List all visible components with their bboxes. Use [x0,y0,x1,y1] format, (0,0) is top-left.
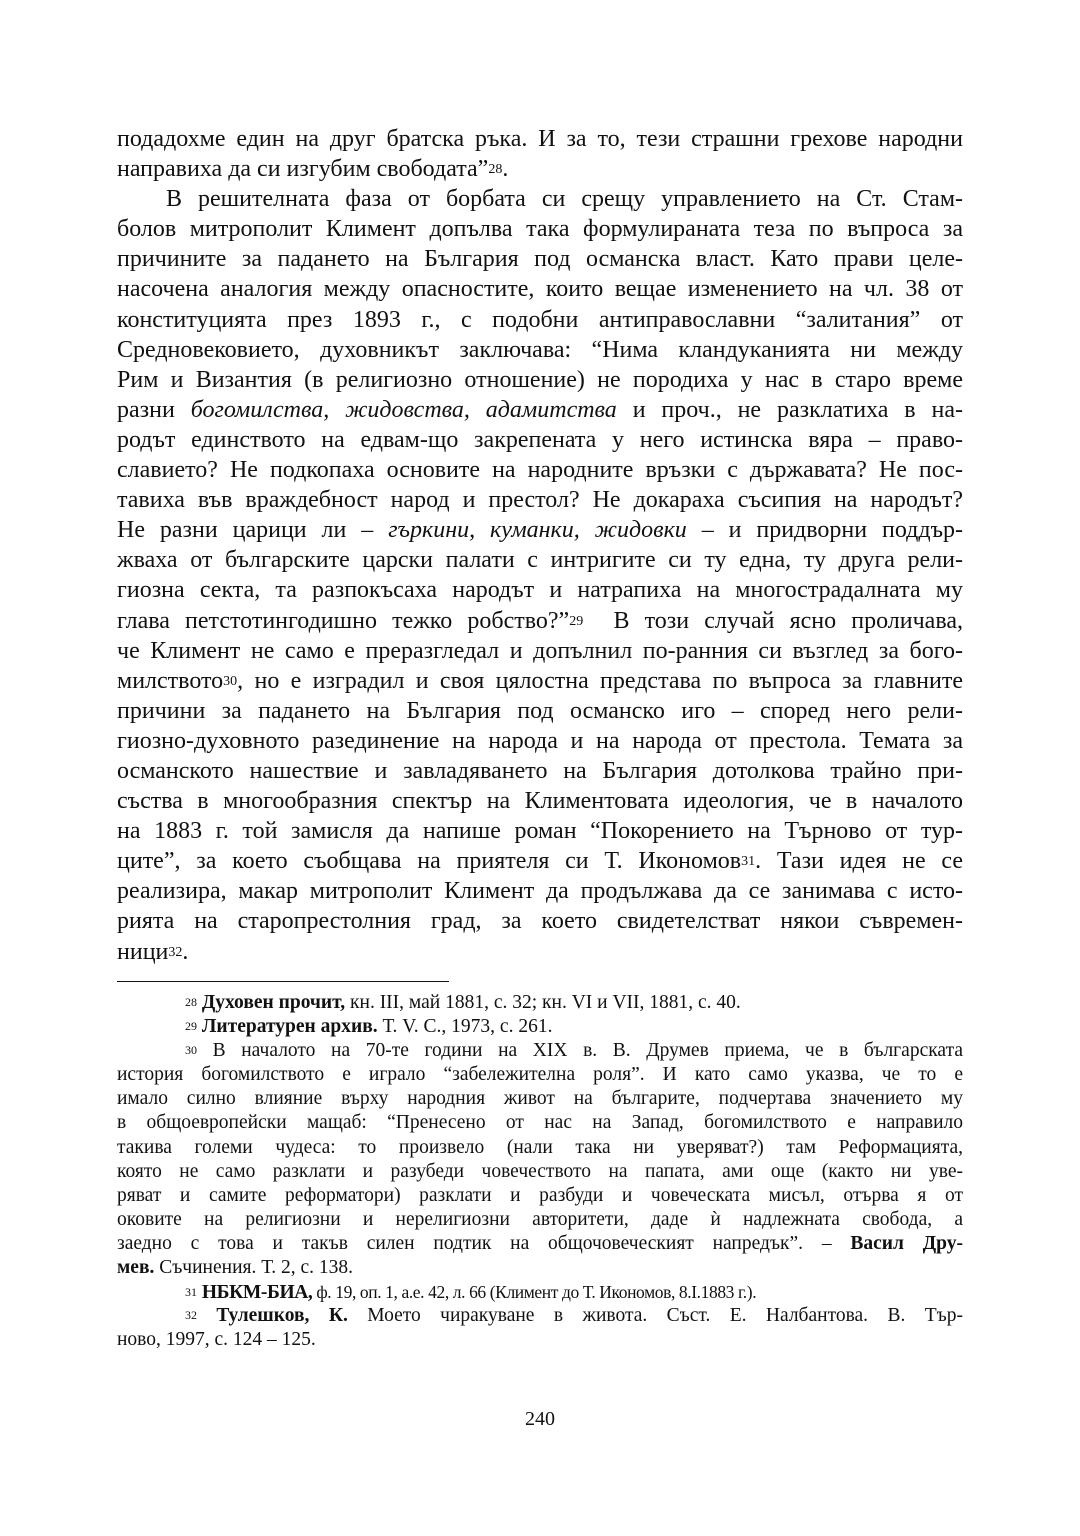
footnote-31: $^{31}$ НБКМ-БИА, ф. 19, оп. 1, а.е. 42, л. 66 (Климент до Т. Икономов, 8.I.1883 г.). [185,1282,757,1304]
footnote-32: $^{32}$ Тулешков, К. Моето чиракуване в живота. Съст. Е. Налбантова. В. Тър- [185,1305,963,1327]
footnote-ref[interactable]: 29 [569,613,584,629]
footnote-30-line: ряват и самите реформатори) разклати и разбуди и човеческата мисъл, отърва я от [117,1184,963,1206]
text-line: направиха да си изгубим свободата”$^{28}$. [117,156,509,183]
italic-phrase: гъркини, куманки, жидовки [388,517,687,544]
text-line: Рим и Византия (в религиозно отношение) не породиха у нас в старо време [117,366,963,393]
footnote-29: $^{29}$ Литературен архив. Т. V. С., 1973, с. 261. [185,1016,553,1038]
text-line: съства в многообразния спектър на Климентовата идеология, че в началото [117,788,963,815]
text-line: гиозно-духовното разединение на народа и на народа от престола. Темата за [117,727,963,754]
footnote-30-line: мев. Съчинения. Т. 2, с. 138. [117,1257,353,1279]
footnote-30-line: такива големи чудеса: то произвело (нали така ни уверяват?) там Реформацията, [117,1136,963,1158]
italic-phrase: богомилства, жидовства, адамитства [190,396,617,423]
text-line: разни богомилства, жидовства, адамитства и проч., не разклатиха в на- [117,396,963,423]
text-line: че Климент не само е преразгледал и допълнил по-ранния си възглед за бого- [117,637,963,664]
text-line: Не разни царици ли – гъркини, куманки, жидовки – и придворни поддър- [117,517,963,544]
footnote-ref[interactable]: 32 [168,944,183,960]
footnote-separator [117,981,449,983]
text-line: глава петстотингодишно тежко робство?”$^{29}$ В този случай ясно проличава, [117,607,963,634]
footnote-ref[interactable]: 30 [223,673,238,689]
footnote-30-line: която не само разклати и разубеди човечеството на папата, ами още (както ни уве- [117,1160,963,1182]
footnote-ref[interactable]: 28 [488,162,503,178]
footnote-30-line: заедно с това и такъв силен подтик на общочовеческият напредък”. – Васил Дру- [117,1232,963,1254]
text-line: насочена аналогия между опасностите, които вещае изменението на чл. 38 от [117,276,963,303]
text-line: Средновековието, духовникът заключава: “Нима кландуканията ни между [117,336,963,363]
text-line: жваха от българските царски палати с интригите си ту една, ту друга рели- [117,547,963,574]
text-line: ците”, за което съобщава на приятеля си Т. Икономов$^{31}$. Тази идея не се [117,848,963,875]
text-line: подадохме един на друг братска ръка. И за то, тези страшни грехове народни [117,126,963,152]
text-line: ници$^{32}$. [117,938,189,965]
footnote-30: $^{30}$ В началото на 70-те години на XIX в. В. Друмев приема, че в българската [185,1040,963,1062]
text-line: милството$^{30}$, но е изградил и своя цялостна представа по въпроса за главните [117,667,963,694]
footnote-28: $^{28}$ Духовен прочит, кн. III, май 1881, с. 32; кн. VI и VII, 1881, с. 40. [185,992,741,1013]
text-line: В решителната фаза от борбата си срещу управлението на Ст. Стам- [166,186,963,213]
footnote-30-line: в общоевропейски мащаб: “Пренесено от нас на Запад, богомилството е направило [117,1112,963,1134]
text-line: причини за падането на България под османско иго – според него рели- [117,697,963,724]
footnote-30-line: история богомилството е играло “забележителна роля”. И като само указва, че то е [117,1064,963,1086]
text-line: гиозна секта, та разпокъсаха народът и натрапиха на многострадалната му [117,577,963,604]
text-line: славието? Не подкопаха основите на народните връзки с държавата? Не пос- [117,457,963,484]
text-line: на 1883 г. той замисля да напише роман “Покорението на Търново от тур- [117,818,963,845]
footnote-30-line: имало силно влияние върху народния живот на българите, подчертава значението му [117,1088,963,1110]
text-line: болов митрополит Климент допълва така формулираната теза по въпроса за [117,216,963,243]
footnotes [117,991,963,1352]
text-line: реализира, макар митрополит Климент да продължава да се занимава с исто- [117,878,963,905]
footnote-30-line: оковите на религиозни и нерелигиозни авторитети, даде ѝ надлежната свобода, а [117,1208,963,1230]
footnote-ref[interactable]: 31 [741,854,756,870]
main-text [117,124,963,967]
text-line: рията на старопрестолния град, за което свидетелстват някои съвремен- [117,908,963,935]
text-line: османското нашествие и завладяването на България дотолкова трайно при- [117,757,963,784]
text-line: тавиха във враждебност народ и престол? Не докараха съсипия на народът? [117,487,963,514]
text-line: родът единството на едвам-що закрепената у него истинска вяра – право- [117,426,963,453]
text-line: причините за падането на България под османска власт. Като прави целе- [117,246,963,273]
text-line: конституцията през 1893 г., с подобни антиправославни “залитания” от [117,306,963,333]
footnote-32-line: ново, 1997, с. 124 – 125. [117,1329,316,1351]
page-number: 240 [525,1408,555,1430]
